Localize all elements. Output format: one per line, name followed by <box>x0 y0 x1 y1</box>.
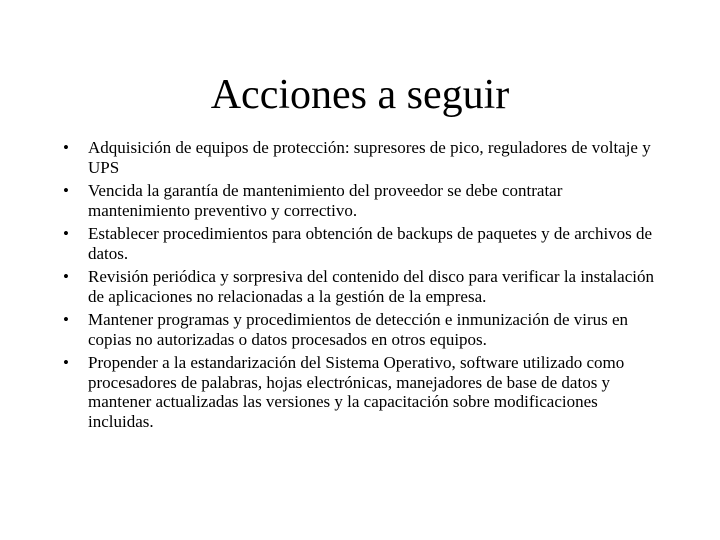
bullet-item <box>56 224 658 263</box>
bullet-icon: • <box>63 181 69 200</box>
bullet-list <box>56 138 658 435</box>
slide-title: Acciones a seguir <box>210 72 510 118</box>
bullet-text: Adquisición de equipos de protección: supresores de pico, reguladores de voltaje y UPS <box>88 138 651 177</box>
bullet-icon: • <box>63 224 69 243</box>
bullet-text: Establecer procedimientos para obtención de backups de paquetes y de archivos de datos. <box>88 224 653 263</box>
bullet-icon: • <box>63 267 69 286</box>
bullet-text: Vencida la garantía de mantenimiento del proveedor se debe contratar mantenimiento preventivo y correctivo. <box>88 181 563 220</box>
bullet-icon: • <box>63 353 69 372</box>
bullet-item <box>56 310 658 349</box>
bullet-text: Mantener programas y procedimientos de detección e inmunización de virus en copias no autorizadas o datos procesados en otros equipos. <box>88 310 629 349</box>
bullet-item <box>56 181 658 220</box>
bullet-icon: • <box>63 138 69 157</box>
bullet-text: Propender a la estandarización del Sistema Operativo, software utilizado como procesadores de palabras, hojas electrónicas, manejadores de base de datos y mantener actualizadas las versiones y la capacitación sobre modificaciones incluidas. <box>88 353 625 431</box>
bullet-item <box>56 138 658 177</box>
bullet-item <box>56 353 658 431</box>
bullet-icon: • <box>63 310 69 329</box>
bullet-text: Revisión periódica y sorpresiva del contenido del disco para verificar la instalación de aplicaciones no relacionadas a la gestión de la empresa. <box>88 267 654 306</box>
bullet-item <box>56 267 658 306</box>
